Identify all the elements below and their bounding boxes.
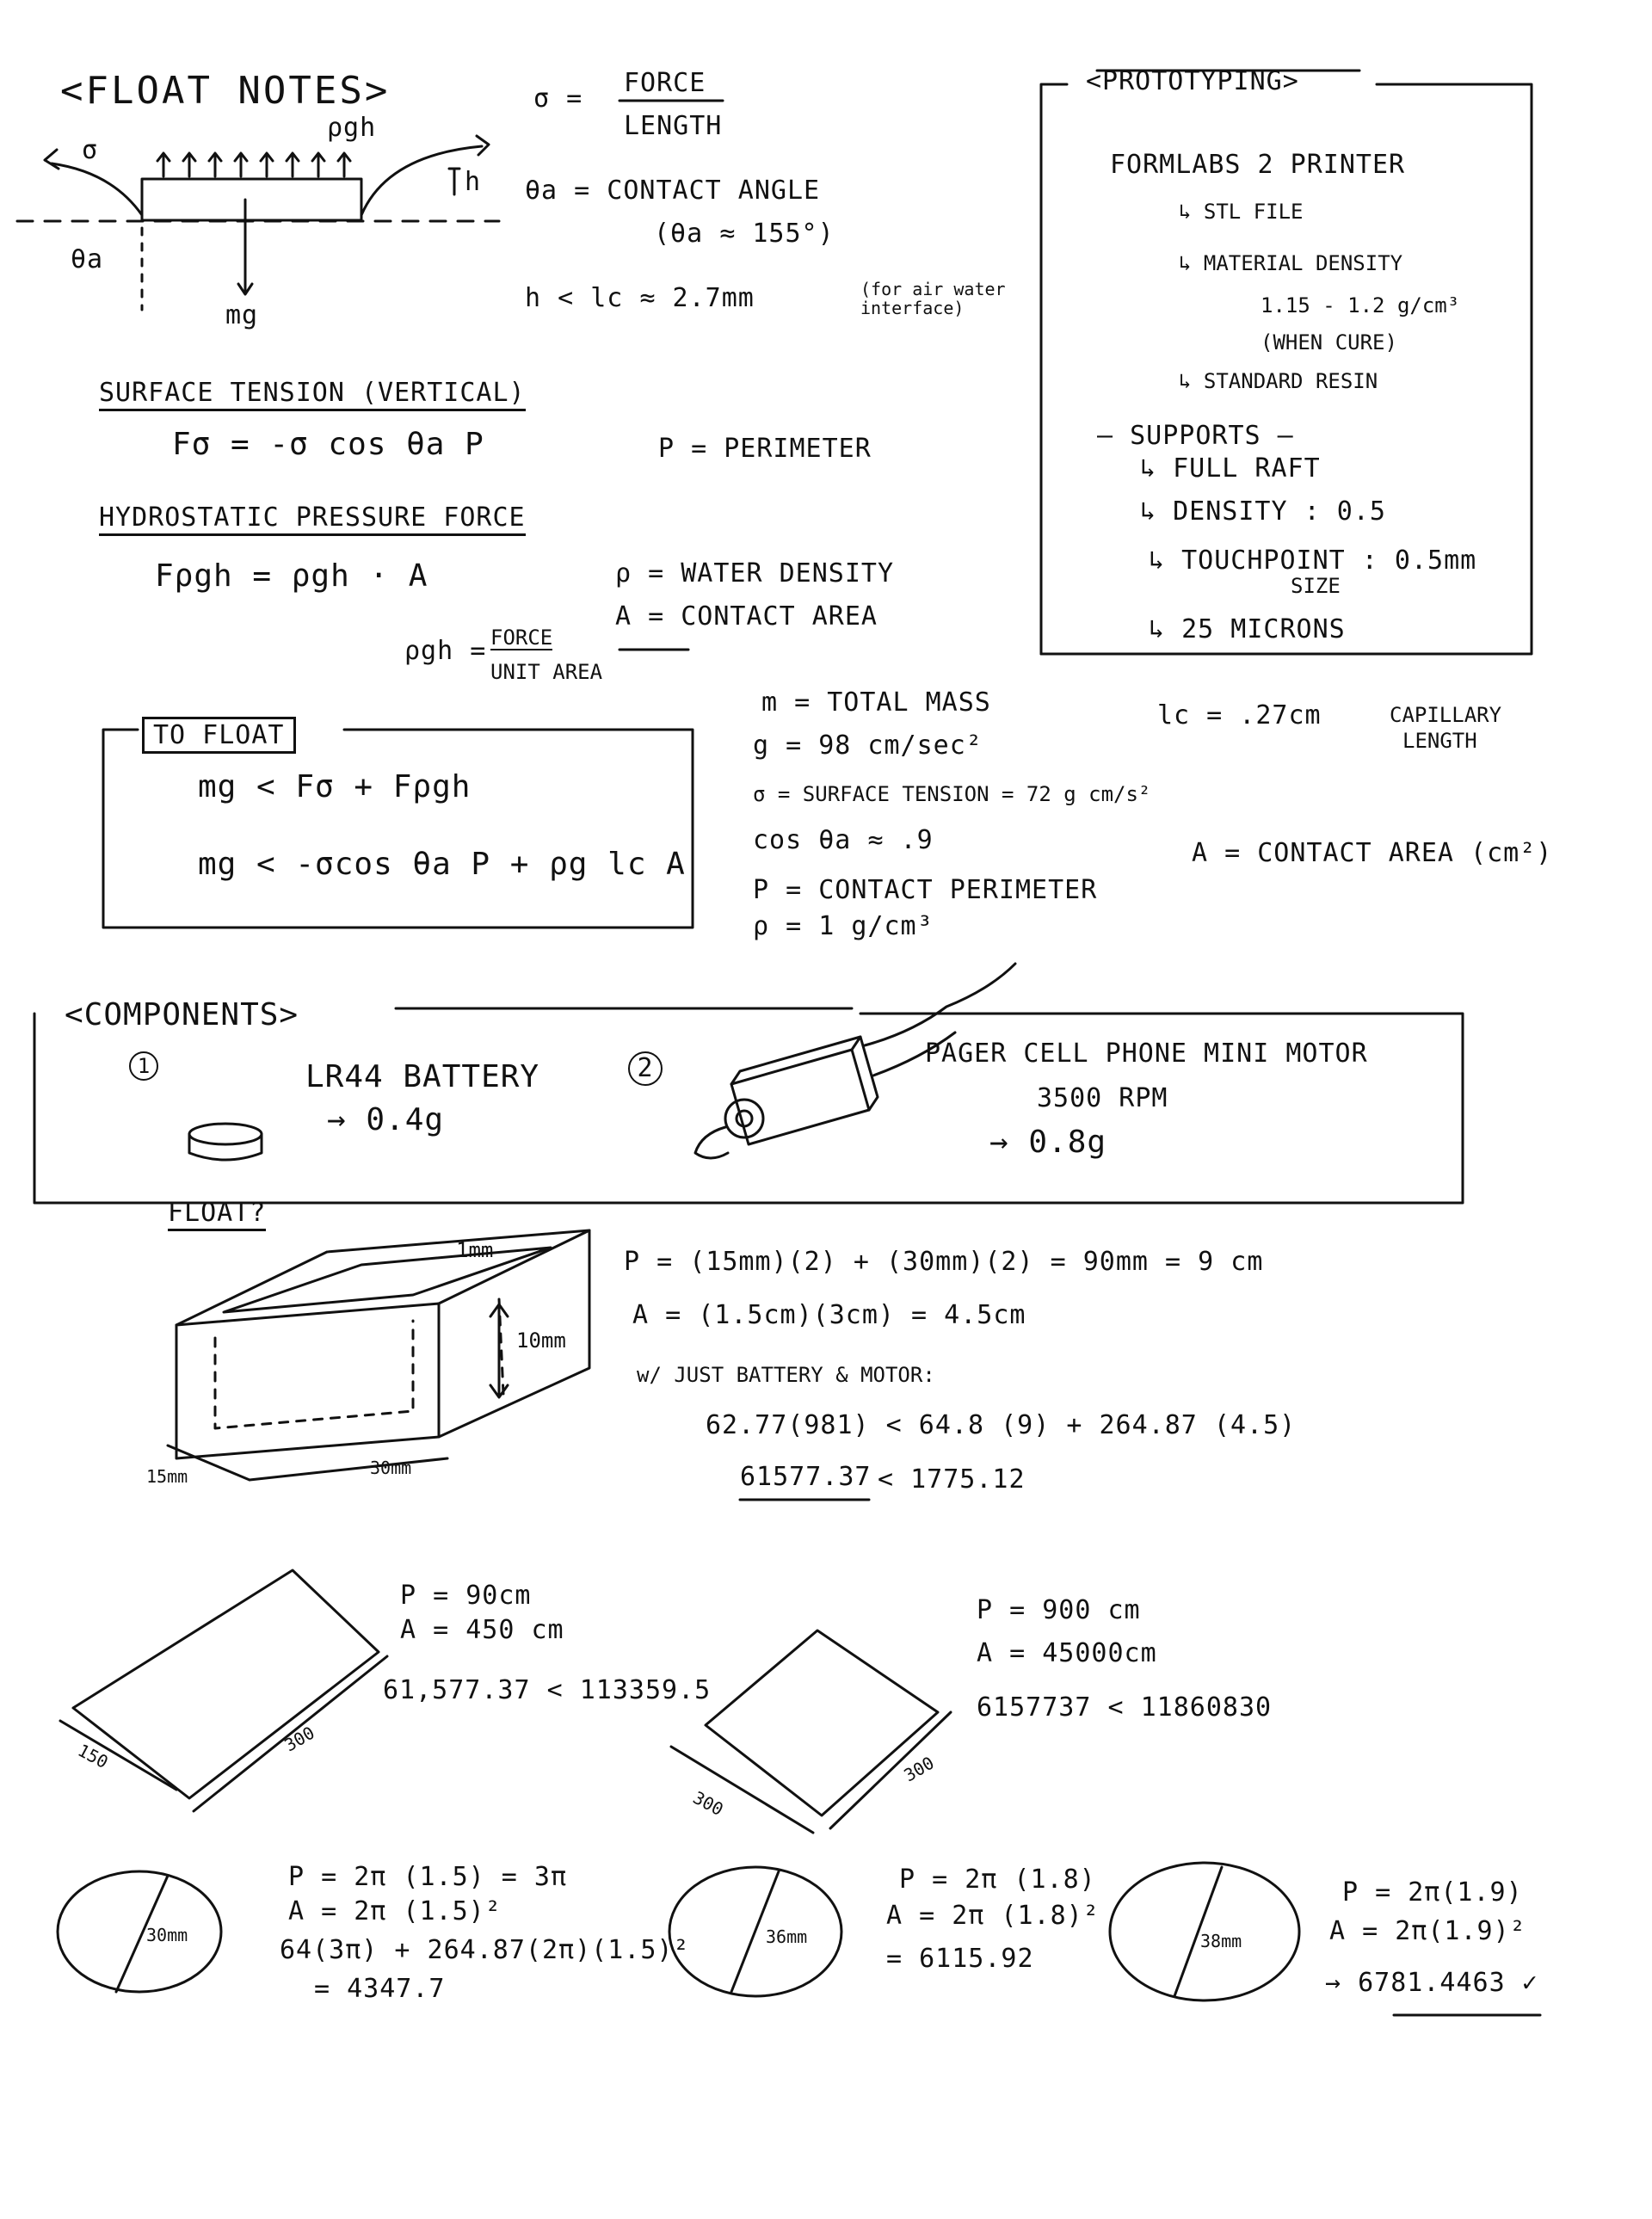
components-title: <COMPONENTS> xyxy=(65,997,299,1032)
density-value: 1.15 - 1.2 g/cm³ xyxy=(1261,293,1460,317)
contact-area-def: A = CONTACT AREA xyxy=(615,601,878,632)
var-m: m = TOTAL MASS xyxy=(761,687,991,718)
supports-header: — SUPPORTS — xyxy=(1097,421,1294,451)
circle-38-result: → 6781.4463 ✓ xyxy=(1325,1968,1538,1998)
circle-38-dim: 38mm xyxy=(1200,1931,1242,1951)
float-notes-title: <FLOAT NOTES> xyxy=(60,69,391,113)
rgh-lhs: ρgh = xyxy=(404,636,487,666)
to-float-frame xyxy=(103,730,693,928)
stl-file: ↳ STL FILE xyxy=(1179,200,1304,224)
to-float-eq-1: mg < Fσ + Fρgh xyxy=(198,769,472,804)
var-area: A = CONTACT AREA (cm²) xyxy=(1192,838,1553,868)
perimeter-def: P = PERIMETER xyxy=(658,434,872,464)
square-perimeter: P = 900 cm xyxy=(977,1595,1141,1625)
microns: ↳ 25 MICRONS xyxy=(1149,614,1346,644)
circle-30-result: = 4347.7 xyxy=(314,1974,446,2004)
rect-150-dim-b: 300 xyxy=(280,1722,318,1756)
box-sketch xyxy=(168,1230,589,1480)
theta-a-label: θa xyxy=(71,244,104,274)
hydrostatic-formula: Fρgh = ρgh · A xyxy=(155,558,428,594)
rect-150x300-sketch xyxy=(60,1570,387,1811)
circle-30-perimeter: P = 2π (1.5) = 3π xyxy=(288,1862,568,1892)
float-inequality-2-rhs: < 1775.12 xyxy=(878,1464,1026,1495)
rgh-numerator: FORCE xyxy=(490,626,553,650)
dim-length: 30mm xyxy=(370,1458,412,1478)
circle-30-calc: 64(3π) + 264.87(2π)(1.5)² xyxy=(280,1935,690,1965)
density-note: (WHEN CURE) xyxy=(1261,330,1397,354)
components-frame xyxy=(34,1008,1463,1203)
circle-36-result: = 6115.92 xyxy=(886,1944,1034,1974)
circle-30-area: A = 2π (1.5)² xyxy=(288,1896,502,1926)
circle-36-sketch xyxy=(669,1867,841,1996)
var-lc-label-2: LENGTH xyxy=(1402,729,1477,753)
component-1-mass: → 0.4g xyxy=(327,1102,445,1137)
material-density: ↳ MATERIAL DENSITY xyxy=(1179,251,1403,275)
square-area: A = 45000cm xyxy=(977,1638,1157,1668)
circle-30-sketch xyxy=(58,1871,221,1992)
contact-angle-def: θa = CONTACT ANGLE xyxy=(525,176,821,206)
sigma-def-lhs: σ = xyxy=(533,83,583,114)
contact-angle-value: (θa ≈ 155°) xyxy=(654,219,835,249)
perimeter-calc: P = (15mm)(2) + (30mm)(2) = 90mm = 9 cm xyxy=(624,1247,1264,1277)
dim-top: 1mm xyxy=(456,1238,494,1262)
rect-150-inequality: 61,577.37 < 113359.5 xyxy=(383,1675,712,1705)
to-float-label: TO FLOAT xyxy=(142,717,296,754)
component-1-number: 1 xyxy=(129,1051,158,1081)
sigma-symbol: σ xyxy=(82,135,99,165)
battery-motor-note: w/ JUST BATTERY & MOTOR: xyxy=(637,1363,935,1387)
mg-label: mg xyxy=(225,300,259,330)
component-2-name: PAGER CELL PHONE MINI MOTOR xyxy=(925,1039,1368,1069)
height-limit: h < lc ≈ 2.7mm xyxy=(525,283,755,313)
component-2-rpm: 3500 RPM xyxy=(1037,1083,1168,1113)
surface-tension-title: SURFACE TENSION (VERTICAL) xyxy=(99,379,526,411)
support-density: ↳ DENSITY : 0.5 xyxy=(1140,496,1386,527)
rgh-denominator: UNIT AREA xyxy=(490,660,603,684)
prototyping-title: <PROTOTYPING> xyxy=(1086,66,1299,96)
height-limit-note: (for air water interface) xyxy=(860,279,1006,318)
rect-150-dim-a: 150 xyxy=(74,1739,112,1773)
surface-tension-formula: Fσ = -σ cos θa P xyxy=(172,427,484,462)
circle-36-area: A = 2π (1.8)² xyxy=(886,1901,1100,1931)
component-2-mass: → 0.8g xyxy=(989,1125,1107,1160)
component-1-name: LR44 BATTERY xyxy=(305,1059,540,1094)
square-dim-b: 300 xyxy=(900,1752,938,1786)
water-density-def: ρ = WATER DENSITY xyxy=(615,558,895,589)
touchpoint-size: SIZE xyxy=(1291,574,1341,598)
component-2-number: 2 xyxy=(628,1051,663,1086)
circle-38-perimeter: P = 2π(1.9) xyxy=(1342,1877,1523,1908)
square-inequality: 6157737 < 11860830 xyxy=(977,1692,1273,1723)
rect-150-area: A = 450 cm xyxy=(400,1615,564,1645)
circle-36-dim: 36mm xyxy=(766,1926,808,1947)
var-g: g = 98 cm/sec² xyxy=(753,730,983,761)
var-cos: cos θa ≈ .9 xyxy=(753,825,934,855)
full-raft: ↳ FULL RAFT xyxy=(1140,453,1321,484)
square-dim-a: 300 xyxy=(689,1786,727,1821)
printer: FORMLABS 2 PRINTER xyxy=(1110,150,1406,180)
touchpoint: ↳ TOUCHPOINT : 0.5mm xyxy=(1149,546,1477,576)
battery-drawing xyxy=(189,1124,262,1160)
circle-38-area: A = 2π(1.9)² xyxy=(1329,1916,1526,1946)
float-check-title: FLOAT? xyxy=(168,1199,266,1231)
standard-resin: ↳ STANDARD RESIN xyxy=(1179,369,1378,393)
var-lc: lc = .27cm xyxy=(1157,700,1322,730)
rect-150-perimeter: P = 90cm xyxy=(400,1581,532,1611)
hydrostatic-title: HYDROSTATIC PRESSURE FORCE xyxy=(99,503,526,536)
var-sigma: σ = SURFACE TENSION = 72 g cm/s² xyxy=(753,782,1151,806)
sigma-def-denominator: LENGTH xyxy=(624,111,723,141)
dim-height: 10mm xyxy=(516,1328,566,1353)
to-float-eq-2: mg < -σcos θa P + ρg lc A xyxy=(198,847,686,882)
float-inequality-1: 62.77(981) < 64.8 (9) + 264.87 (4.5) xyxy=(706,1410,1297,1440)
sigma-def-numerator: FORCE xyxy=(624,68,706,98)
rho-g-h-label: ρgh xyxy=(327,113,377,143)
circle-30-dim: 30mm xyxy=(146,1925,188,1945)
var-lc-label-1: CAPILLARY xyxy=(1390,703,1502,727)
var-p: P = CONTACT PERIMETER xyxy=(753,875,1098,905)
height-label: h xyxy=(465,167,482,197)
circle-36-perimeter: P = 2π (1.8) xyxy=(899,1865,1096,1895)
float-inequality-2-lhs: 61577.37 xyxy=(740,1462,872,1492)
var-rho: ρ = 1 g/cm³ xyxy=(753,911,934,941)
area-calc: A = (1.5cm)(3cm) = 4.5cm xyxy=(632,1300,1026,1330)
dim-width: 15mm xyxy=(146,1466,188,1487)
